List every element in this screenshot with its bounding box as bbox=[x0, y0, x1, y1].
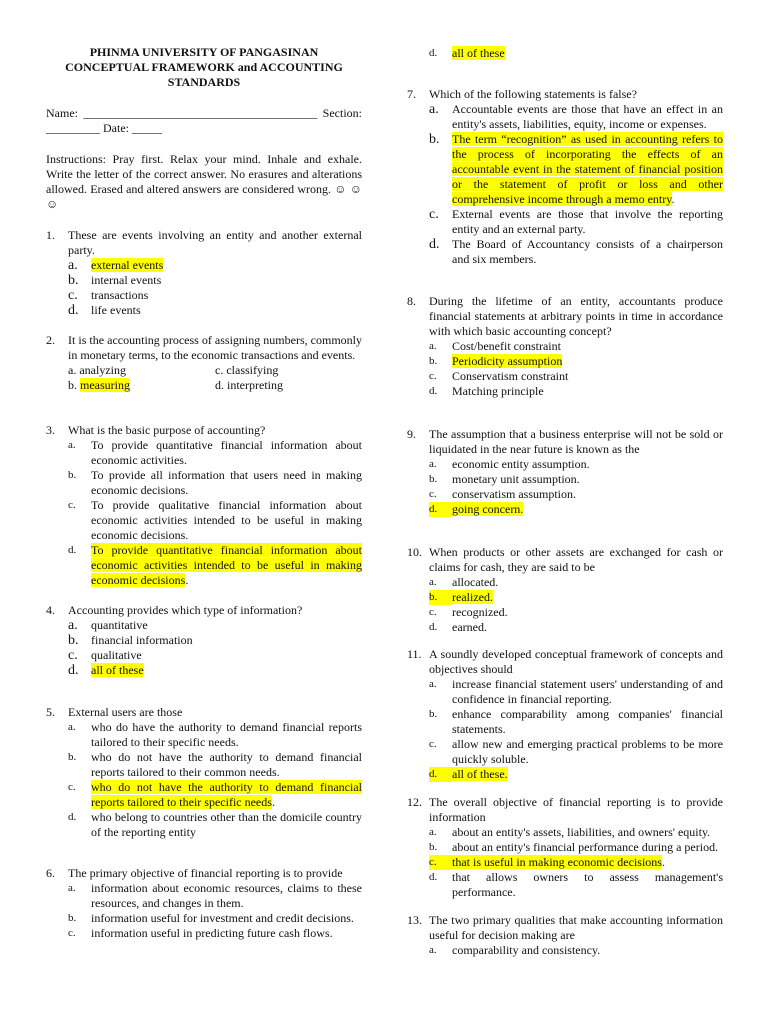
option-letter: a. bbox=[68, 439, 76, 451]
option-text: To provide quantitative financial information about economic activities. bbox=[91, 438, 362, 467]
option-text: who belong to countries other than the domicile country of the reporting entity bbox=[91, 810, 362, 839]
option-text: qualitative bbox=[91, 648, 142, 662]
question-2 bbox=[46, 333, 362, 393]
question-number: 10. bbox=[407, 545, 422, 559]
document-header bbox=[46, 45, 362, 90]
option-letter: d. bbox=[429, 621, 438, 633]
option-letter: a. bbox=[429, 944, 437, 956]
question-text: Accounting provides which type of information? bbox=[68, 603, 303, 617]
option-text: internal events bbox=[91, 273, 162, 287]
option-letter: b. bbox=[429, 473, 438, 485]
option-text-highlighted: The term “recognition” as used in accounting refers to the process of incorporating the effects of an accountable event in the statement of financial position or the statement of profit or loss and other comprehensive income through a memo entry bbox=[452, 132, 723, 206]
option-text: To provide all information that users need in making economic decisions. bbox=[91, 468, 362, 497]
option-text-end: . bbox=[671, 192, 675, 206]
question-number: 3. bbox=[46, 423, 55, 437]
option-text-highlighted: all of these bbox=[452, 46, 505, 60]
option-text: quantitative bbox=[91, 618, 148, 632]
option-letter: b. bbox=[68, 751, 77, 763]
option-letter: b. bbox=[68, 469, 77, 481]
question-text: External users are those bbox=[68, 705, 183, 719]
option-letter: d. bbox=[68, 663, 79, 678]
option-letter: a. bbox=[429, 102, 439, 117]
question-5 bbox=[46, 705, 362, 840]
option-letter: d. bbox=[429, 237, 440, 252]
option-letter: d. bbox=[429, 767, 452, 782]
question-13 bbox=[407, 913, 723, 958]
option-text: External events are those that involve the reporting entity and an external party. bbox=[452, 207, 723, 236]
option-letter: d. bbox=[68, 544, 77, 556]
question-10 bbox=[407, 545, 723, 635]
option-letter: b. bbox=[429, 355, 438, 367]
header-line-1: PHINMA UNIVERSITY OF PANGASINAN bbox=[89, 45, 319, 59]
option-letter: a. bbox=[429, 340, 437, 352]
option-letter: a. bbox=[429, 826, 437, 838]
question-text: The two primary qualities that make accounting information useful for decision making are bbox=[429, 913, 723, 942]
option-letter: b. bbox=[429, 841, 438, 853]
option-letter: d. bbox=[429, 871, 438, 883]
question-number: 6. bbox=[46, 866, 55, 880]
option-text: information useful in predicting future cash flows. bbox=[91, 926, 333, 940]
option-b bbox=[68, 378, 215, 393]
header-line-3: STANDARDS bbox=[167, 75, 241, 89]
question-text: The primary objective of financial reporting is to provide bbox=[68, 866, 343, 880]
option-text-highlighted: that is useful in making economic decisions bbox=[452, 855, 662, 869]
option-letter: c. bbox=[68, 927, 76, 939]
question-8 bbox=[407, 294, 723, 399]
option-letter: a. bbox=[429, 458, 437, 470]
option-letter: a. bbox=[429, 678, 437, 690]
question-text: Which of the following statements is false? bbox=[429, 87, 637, 101]
option-text: that allows owners to assess management's performance. bbox=[452, 870, 723, 899]
option-letter: c. bbox=[68, 648, 78, 663]
option-letter: c. bbox=[429, 738, 437, 750]
name-section-date-line: Name: _______________________________________ Section: _________ Date: _____ bbox=[46, 106, 362, 135]
option-text: Cost/benefit constraint bbox=[452, 339, 561, 353]
option-letter: d. bbox=[429, 47, 438, 59]
option-letter: c. bbox=[68, 781, 76, 793]
question-number: 11. bbox=[407, 647, 422, 661]
option-text: Accountable events are those that have an effect in an entity's assets, liabilities, equity, income or expenses. bbox=[452, 102, 723, 131]
option-text: transactions bbox=[91, 288, 149, 302]
option-text-highlighted: realized. bbox=[452, 590, 493, 604]
option-text-end: . bbox=[661, 855, 665, 869]
question-text: It is the accounting process of assigning numbers, commonly in monetary terms, to the economic transactions and events. bbox=[68, 333, 362, 362]
option-letter: c. bbox=[68, 499, 76, 511]
option-letter: a. bbox=[68, 258, 78, 273]
option-text: allow new and emerging practical problems to be more quickly soluble. bbox=[452, 737, 723, 766]
option-text: conservatism assumption. bbox=[452, 487, 576, 501]
question-6-continued bbox=[407, 46, 723, 61]
question-text: During the lifetime of an entity, accountants produce financial statements at arbitrary points in time in accordance with which basic accounting concept? bbox=[429, 294, 723, 338]
question-number: 12. bbox=[407, 795, 422, 809]
question-9 bbox=[407, 427, 723, 517]
question-12 bbox=[407, 795, 723, 900]
question-number: 2. bbox=[46, 333, 55, 347]
option-text-highlighted: all of these. bbox=[452, 767, 508, 781]
option-letter: b. bbox=[429, 708, 438, 720]
option-text: The Board of Accountancy consists of a chairperson and six members. bbox=[452, 237, 723, 266]
option-d: d. interpreting bbox=[215, 378, 283, 392]
question-number: 8. bbox=[407, 294, 416, 308]
option-letter: b. bbox=[68, 273, 79, 288]
question-text: What is the basic purpose of accounting? bbox=[68, 423, 266, 437]
option-text: information about economic resources, claims to these resources, and changes in them. bbox=[91, 881, 362, 910]
option-text: enhance comparability among companies' financial statements. bbox=[452, 707, 723, 736]
option-text: economic entity assumption. bbox=[452, 457, 590, 471]
question-1 bbox=[46, 228, 362, 318]
option-text: comparability and consistency. bbox=[452, 943, 601, 957]
option-text-end: . bbox=[271, 795, 275, 809]
question-number: 9. bbox=[407, 427, 416, 441]
option-text-highlighted: external events bbox=[91, 258, 164, 272]
option-text: financial information bbox=[91, 633, 193, 647]
question-number: 13. bbox=[407, 913, 422, 927]
option-text: information useful for investment and credit decisions. bbox=[91, 911, 354, 925]
right-column bbox=[407, 0, 723, 958]
option-letter: b. bbox=[68, 912, 77, 924]
option-letter: c. bbox=[429, 370, 437, 382]
question-6 bbox=[46, 866, 362, 941]
question-number: 5. bbox=[46, 705, 55, 719]
option-text: about an entity's assets, liabilities, and owners' equity. bbox=[452, 825, 711, 839]
option-text: Conservatism constraint bbox=[452, 369, 569, 383]
option-letter: c. bbox=[429, 606, 437, 618]
option-letter: c. bbox=[429, 855, 452, 870]
option-text: about an entity's financial performance during a period. bbox=[452, 840, 719, 854]
option-letter: a. bbox=[68, 618, 78, 633]
option-text: To provide qualitative financial information about economic activities intended to be useful in making economic decisions. bbox=[91, 498, 362, 542]
option-text-highlighted: Periodicity assumption bbox=[452, 354, 563, 368]
option-letter: b. bbox=[68, 378, 80, 392]
option-letter: d. bbox=[429, 502, 452, 517]
option-letter: c. bbox=[429, 488, 437, 500]
option-text: increase financial statement users' understanding of and confidence in financial reporting. bbox=[452, 677, 723, 706]
instructions: Instructions: Pray first. Relax your mind. Inhale and exhale. Write the letter of the correct answer. No erasures and alterations allowed. Erased and altered answers are considered wrong. ☺ ☺ ☺ bbox=[46, 152, 362, 211]
option-text-highlighted: all of these bbox=[91, 663, 144, 677]
option-letter: b. bbox=[68, 633, 79, 648]
option-text: recognized. bbox=[452, 605, 508, 619]
option-text-highlighted: going concern. bbox=[452, 502, 524, 516]
question-text: When products or other assets are exchanged for cash or claims for cash, they are said to be bbox=[429, 545, 723, 574]
left-column bbox=[46, 0, 362, 941]
option-text: who do not have the authority to demand financial reports tailored to their common needs. bbox=[91, 750, 362, 779]
option-c: c. classifying bbox=[215, 363, 279, 377]
question-text: The overall objective of financial reporting is to provide information bbox=[429, 795, 723, 824]
option-letter: a. bbox=[429, 576, 437, 588]
option-letter: b. bbox=[429, 590, 452, 605]
option-text: who do have the authority to demand financial reports tailored to their specific needs. bbox=[91, 720, 362, 749]
option-letter: c. bbox=[68, 288, 78, 303]
option-text: life events bbox=[91, 303, 141, 317]
option-a: a. analyzing bbox=[68, 363, 126, 377]
option-text: allocated. bbox=[452, 575, 499, 589]
question-text: The assumption that a business enterprise will not be sold or liquidated in the near future is known as the bbox=[429, 427, 723, 456]
question-7 bbox=[407, 87, 723, 267]
question-3 bbox=[46, 423, 362, 588]
question-text: These are events involving an entity and another external party. bbox=[68, 228, 362, 257]
header-line-2: CONCEPTUAL FRAMEWORK and ACCOUNTING bbox=[65, 60, 343, 74]
question-number: 1. bbox=[46, 228, 55, 242]
option-letter: c. bbox=[429, 207, 439, 222]
option-letter: d. bbox=[429, 385, 438, 397]
option-letter: d. bbox=[68, 811, 77, 823]
option-letter: a. bbox=[68, 721, 76, 733]
option-text-highlighted: who do not have the authority to demand financial reports tailored to their specific needs bbox=[91, 780, 362, 809]
option-text: monetary unit assumption. bbox=[452, 472, 580, 486]
option-text-end: . bbox=[185, 573, 189, 587]
option-text-highlighted: measuring bbox=[80, 378, 130, 392]
question-number: 4. bbox=[46, 603, 55, 617]
option-letter: a. bbox=[68, 882, 76, 894]
option-letter: d. bbox=[68, 303, 79, 318]
question-number: 7. bbox=[407, 87, 416, 101]
option-text: Matching principle bbox=[452, 384, 544, 398]
question-4 bbox=[46, 603, 362, 678]
option-text: earned. bbox=[452, 620, 487, 634]
option-text-highlighted: To provide quantitative financial information about economic activities intended to be useful in making economic decisions bbox=[91, 543, 362, 587]
question-text: A soundly developed conceptual framework of concepts and objectives should bbox=[429, 647, 723, 676]
option-letter: b. bbox=[429, 132, 440, 147]
question-11 bbox=[407, 647, 723, 782]
